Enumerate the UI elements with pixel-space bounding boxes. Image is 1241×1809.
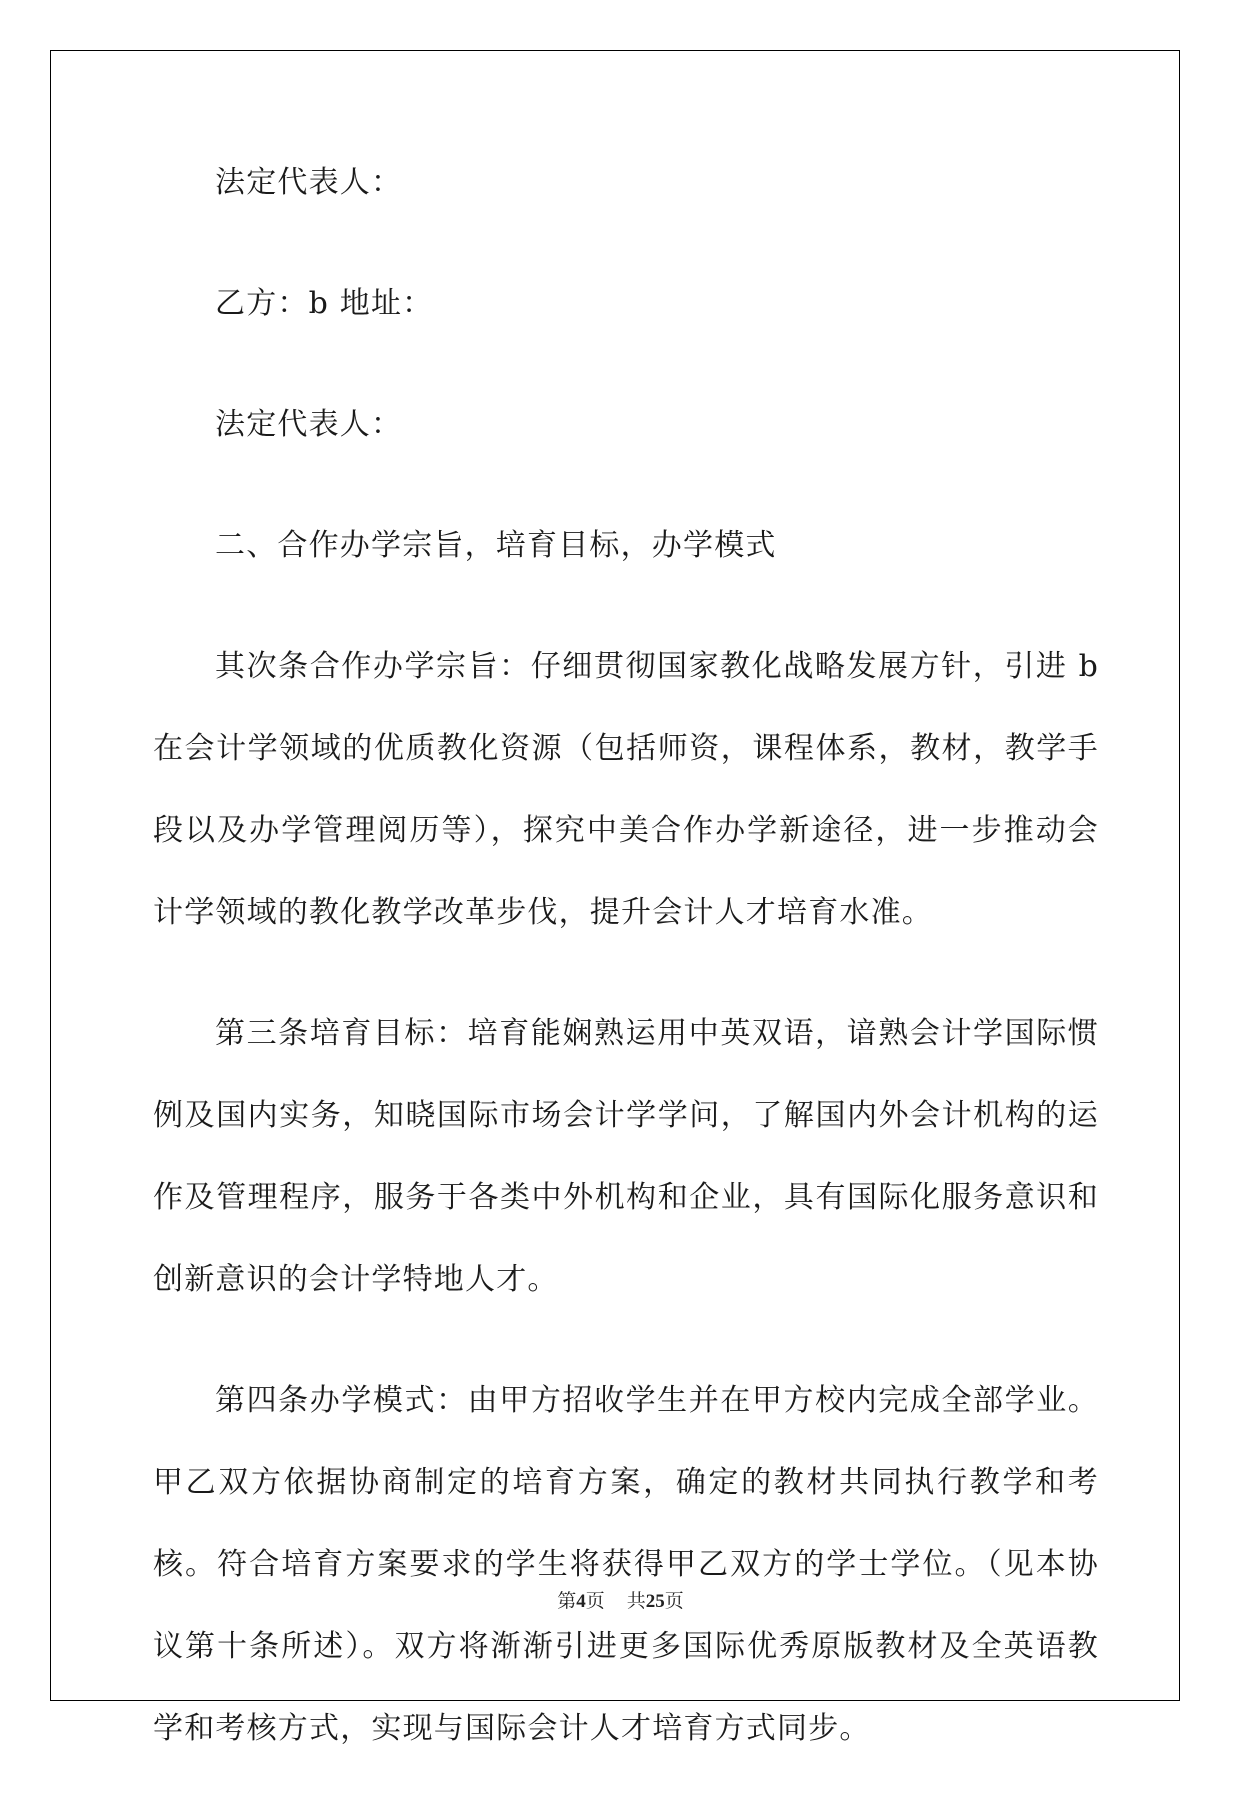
paragraph-party-b-address: 乙方：b 地址：: [215, 286, 434, 321]
footer-page-suffix: 页: [585, 1591, 605, 1612]
page-footer: [0, 1586, 1241, 1613]
document-body: [153, 163, 1099, 1809]
paragraph-article-4: 第四条办学模式：由甲方招收学生并在甲方校内完成全部学业。甲乙双方依据协商制定的培育方案，确定的教材共同执行教学和考核。符合培育方案要求的学生将获得甲乙双方的学士学位。（见本协议第十条所述）。双方将渐渐引进更多国际优秀原版教材及全英语教学和考核方式，实现与国际会计人才培育方式同步。: [153, 1383, 1099, 1746]
paragraph-legal-representative-a: 法定代表人：: [215, 165, 403, 200]
paragraph-legal-representative-b: 法定代表人：: [215, 407, 403, 442]
footer-total-pages: 25: [645, 1591, 665, 1612]
footer-page-number: 4: [576, 1591, 586, 1612]
section-heading-purpose: 二、合作办学宗旨，培育目标，办学模式: [215, 528, 777, 563]
paragraph-article-2: 其次条合作办学宗旨：仔细贯彻国家教化战略发展方针，引进 b 在会计学领域的优质教化资源（包括师资，课程体系，教材，教学手段以及办学管理阅历等），探究中美合作办学新途径，进一步推动会计学领域的教化教学改革步伐，提升会计人才培育水准。: [153, 649, 1099, 930]
footer-total-prefix: 共: [626, 1591, 646, 1612]
footer-total-suffix: 页: [664, 1591, 684, 1612]
footer-page-prefix: 第: [557, 1591, 577, 1612]
paragraph-article-3: 第三条培育目标：培育能娴熟运用中英双语，谙熟会计学国际惯例及国内实务，知晓国际市场会计学学问，了解国内外会计机构的运作及管理程序，服务于各类中外机构和企业，具有国际化服务意识和创新意识的会计学特地人才。: [153, 1016, 1099, 1297]
